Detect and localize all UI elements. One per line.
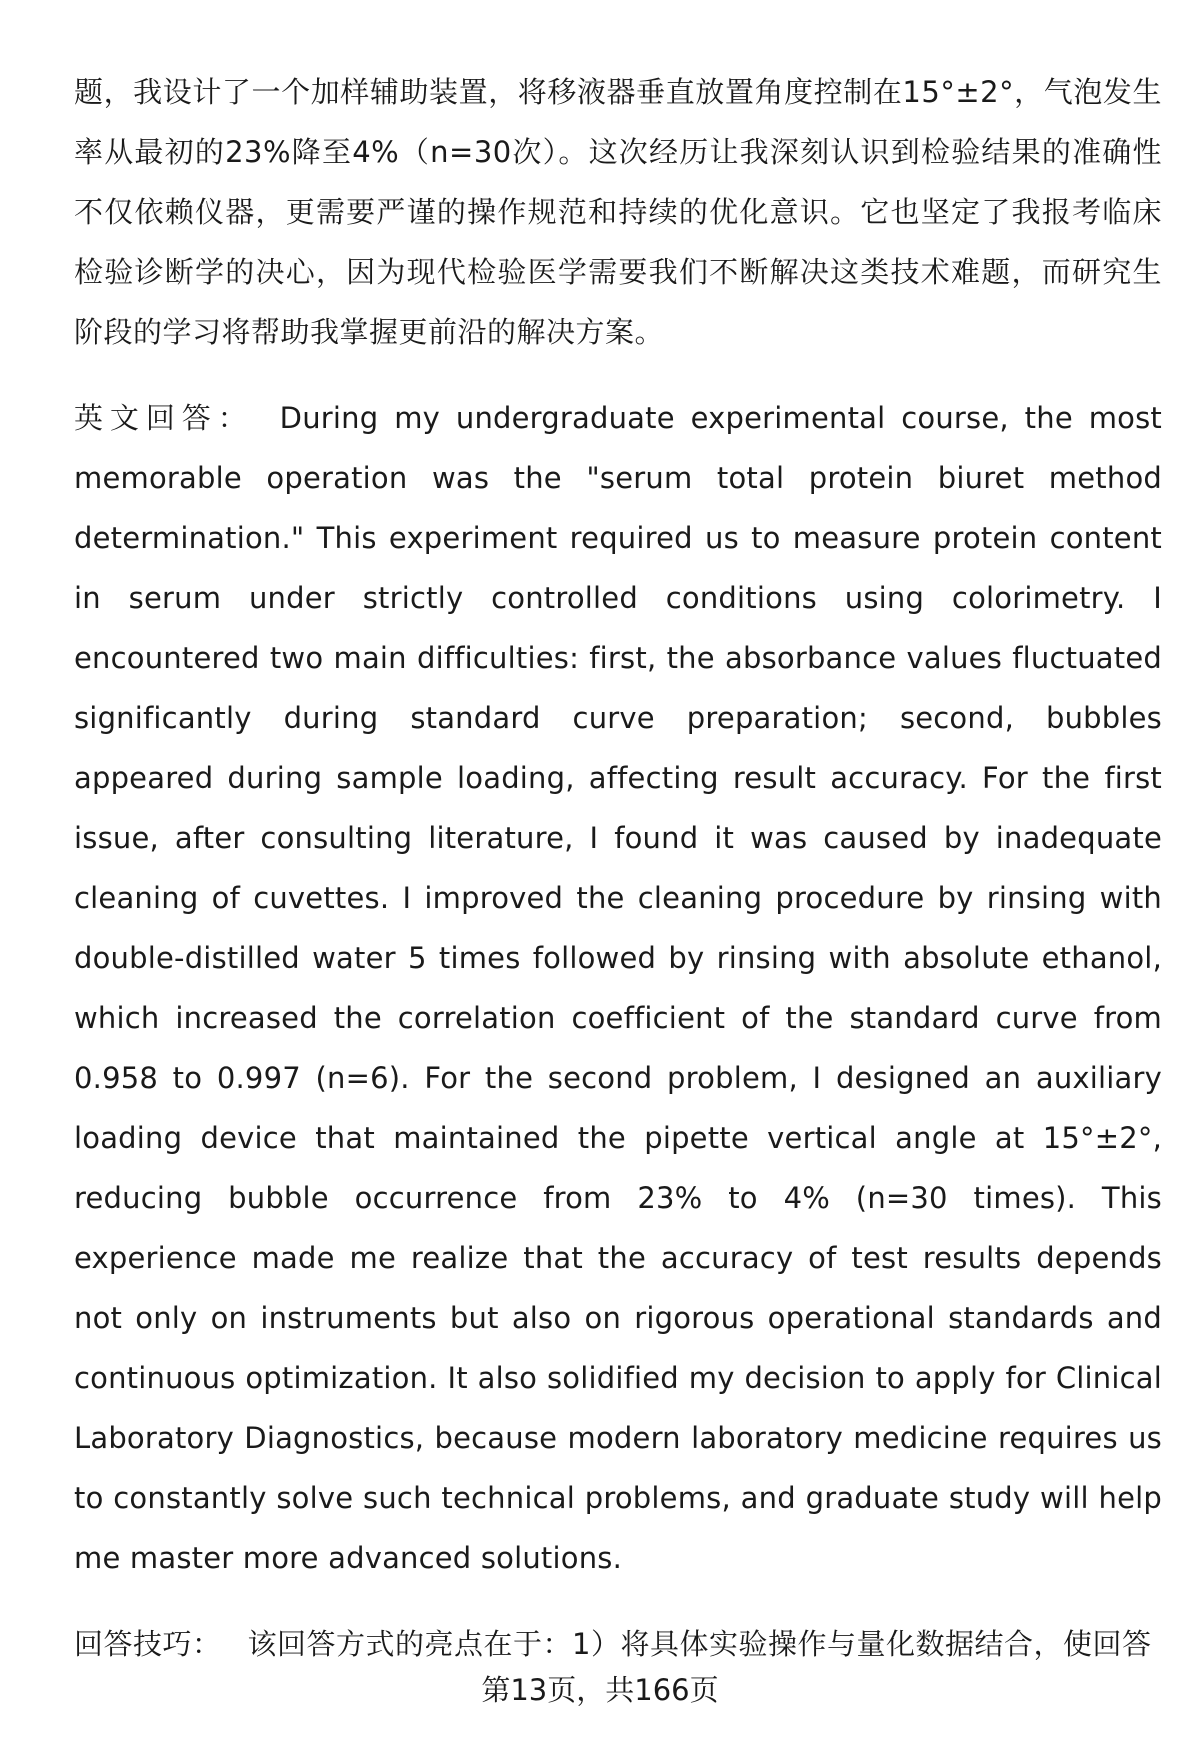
answer-tips-text: 该回答方式的亮点在于：1）将具体实验操作与量化数据结合，使回答 bbox=[247, 1627, 1152, 1661]
answer-tips-label: 回答技巧： bbox=[74, 1627, 222, 1661]
page-footer bbox=[0, 1660, 1200, 1720]
paragraph-gap bbox=[74, 362, 1162, 388]
page-indicator: 第13页，共166页 bbox=[481, 1673, 719, 1707]
english-answer-text: During my undergraduate experimental course, the most memorable operation was the "serum total protein biuret method determination." This experiment required us to measure protein content in serum under strictly controlled conditions using colorimetry. I encountered two main difficulties: first, the absorbance values fluctuated significantly during standard curve preparation; second, bubbles appeared during sample loading, affecting result accuracy. For the first issue, after consulting literature, I found it was caused by inadequate cleaning of cuvettes. I improved the cleaning procedure by rinsing with double-distilled water 5 times followed by rinsing with absolute ethanol, which increased the correlation coefficient of the standard curve from 0.958 to 0.997 (n=6). For the second problem, I designed an auxiliary loading device that maintained the pipette vertical angle at 15°±2°, reducing bubble occurrence from 23% to 4% (n=30 times). This experience made me realize that the accuracy of test results depends not only on instruments but also on rigorous operational standards and continuous optimization. It also solidified my decision to apply for Clinical Laboratory Diagnostics, because modern laboratory medicine requires us to constantly solve such technical problems, and graduate study will help me master more advanced solutions. bbox=[74, 401, 1162, 1575]
english-answer-label: 英文回答： bbox=[74, 401, 254, 435]
document-page bbox=[74, 62, 1162, 1674]
english-answer-paragraph bbox=[74, 388, 1162, 1588]
paragraph-gap bbox=[74, 1588, 1162, 1614]
intro-paragraph-cn: 题，我设计了一个加样辅助装置，将移液器垂直放置角度控制在15°±2°，气泡发生率从最初的23%降至4%（n=30次）。这次经历让我深刻认识到检验结果的准确性不仅依赖仪器，更需要严谨的操作规范和持续的优化意识。它也坚定了我报考临床检验诊断学的决心，因为现代检验医学需要我们不断解决这类技术难题，而研究生阶段的学习将帮助我掌握更前沿的解决方案。 bbox=[74, 75, 1162, 349]
